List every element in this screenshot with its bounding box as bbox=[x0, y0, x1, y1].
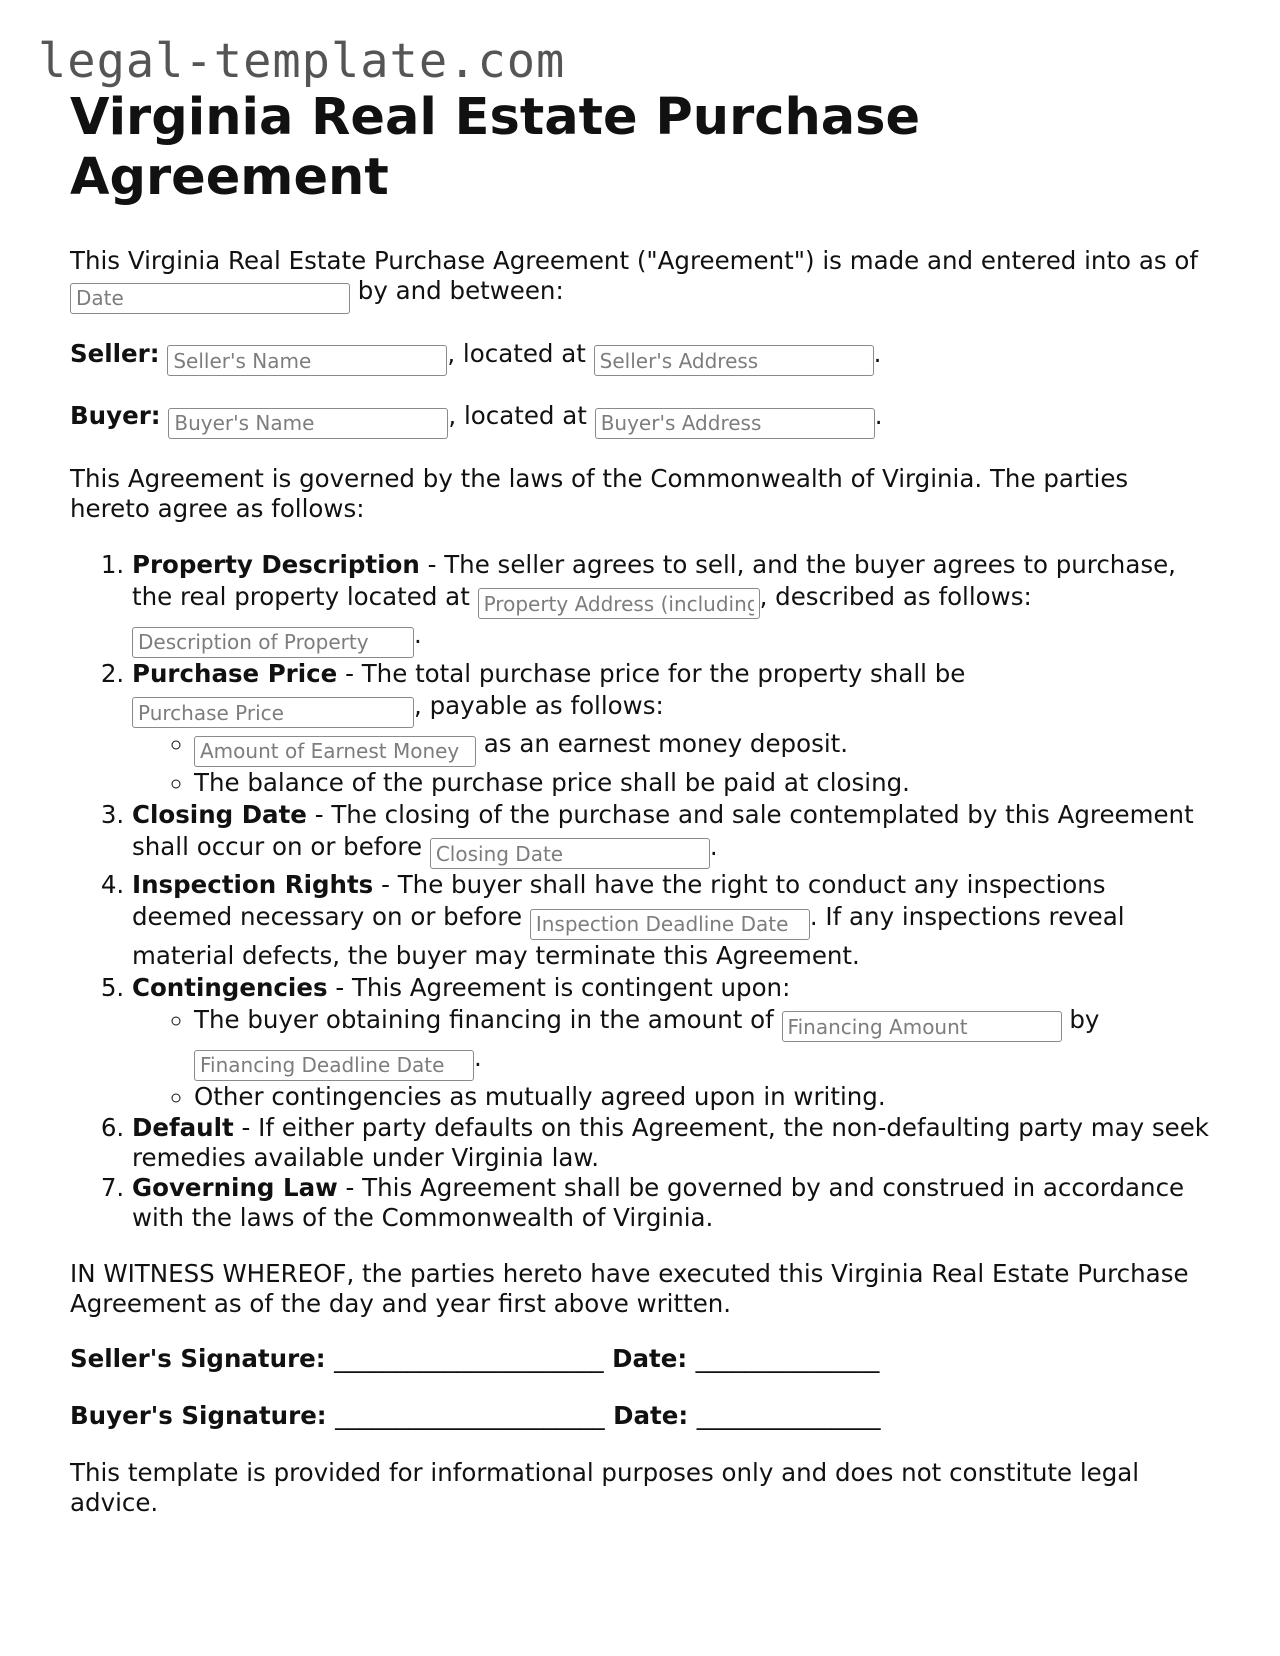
term-contingencies bbox=[132, 972, 1210, 1113]
buyer-signature-line bbox=[70, 1401, 1210, 1431]
other-contingencies-text: Other contingencies as mutually agreed upon in writing. bbox=[194, 1081, 886, 1111]
buyer-located-text: , located at bbox=[448, 401, 587, 430]
earnest-text: as an earnest money deposit. bbox=[483, 729, 849, 758]
buyer-address-field[interactable] bbox=[595, 408, 875, 439]
closing-date-field[interactable] bbox=[430, 838, 710, 869]
property-description-field[interactable] bbox=[132, 627, 414, 658]
disclaimer: This template is provided for informational purposes only and does not constitute legal advice. bbox=[70, 1457, 1140, 1517]
term-text: - The seller agrees to sell, and the buyer agrees to purchase, the real property located at bbox=[132, 549, 1176, 611]
witness-paragraph: IN WITNESS WHEREOF, the parties hereto have executed this Virginia Real Estate Purchase Agreement as of the day and year first above written. bbox=[70, 1258, 1189, 1318]
buyer-signature-blank[interactable]: ______________________ bbox=[335, 1400, 605, 1430]
financing-by: by bbox=[1069, 1004, 1100, 1034]
term-text: - This Agreement is contingent upon: bbox=[327, 972, 791, 1002]
intro-text: This Virginia Real Estate Purchase Agreement ("Agreement") is made and entered into as of bbox=[70, 246, 1199, 275]
seller-date-blank[interactable]: _______________ bbox=[695, 1343, 880, 1373]
financing-deadline-field[interactable] bbox=[194, 1050, 474, 1081]
term-text: - The closing of the purchase and sale contemplated by this Agreement shall occur on or before bbox=[132, 799, 1194, 861]
inspection-deadline-field[interactable] bbox=[530, 909, 810, 940]
term-text: , payable as follows: bbox=[414, 690, 664, 720]
buyer-line bbox=[70, 401, 1210, 439]
term-end: . bbox=[474, 1043, 482, 1072]
term-text: - This Agreement shall be governed by and construed in accordance with the laws of the Commonwealth of Virginia. bbox=[132, 1172, 1185, 1232]
term-property bbox=[132, 549, 1210, 658]
buyer-date-blank[interactable]: _______________ bbox=[696, 1400, 881, 1430]
agreement-date-field[interactable] bbox=[70, 283, 350, 314]
list-item bbox=[194, 767, 1210, 799]
seller-signature-label: Seller's Signature: bbox=[70, 1343, 326, 1373]
term-heading: Property Description bbox=[132, 549, 420, 579]
watermark: legal-template.com bbox=[38, 34, 566, 89]
financing-text: The buyer obtaining financing in the amount of bbox=[194, 1004, 774, 1034]
term-heading: Purchase Price bbox=[132, 658, 338, 688]
term-default bbox=[132, 1113, 1210, 1173]
earnest-money-field[interactable] bbox=[194, 736, 476, 767]
document-body bbox=[70, 88, 1210, 1543]
term-text: - If either party defaults on this Agreement, the non-defaulting party may seek remedies available under Virginia law. bbox=[132, 1112, 1209, 1172]
seller-label: Seller: bbox=[70, 338, 160, 368]
buyer-name-field[interactable] bbox=[168, 408, 448, 439]
page-title: Virginia Real Estate Purchase Agreement bbox=[70, 88, 921, 207]
financing-amount-field[interactable] bbox=[782, 1011, 1062, 1042]
seller-end: . bbox=[873, 338, 882, 368]
seller-signature-line bbox=[70, 1344, 1210, 1374]
term-text: , described as follows: bbox=[759, 581, 1032, 611]
term-heading: Default bbox=[132, 1112, 234, 1142]
list-item bbox=[194, 1004, 1210, 1081]
term-governing-law bbox=[132, 1173, 1210, 1233]
intro-after-text: by and between: bbox=[357, 276, 564, 305]
purchase-price-field[interactable] bbox=[132, 697, 414, 728]
intro-paragraph bbox=[70, 246, 1210, 314]
term-text: - The buyer shall have the right to conduct any inspections deemed necessary on or before bbox=[132, 870, 1106, 931]
term-heading: Inspection Rights bbox=[132, 870, 374, 899]
list-item bbox=[194, 1081, 1210, 1113]
contingency-list bbox=[132, 1004, 1210, 1113]
payment-list bbox=[132, 728, 1210, 799]
seller-date-label: Date: bbox=[612, 1343, 688, 1373]
term-heading: Contingencies bbox=[132, 972, 328, 1002]
buyer-label: Buyer: bbox=[70, 401, 161, 430]
seller-signature-blank[interactable]: ______________________ bbox=[334, 1343, 604, 1373]
list-item bbox=[194, 728, 1210, 767]
seller-located-text: , located at bbox=[447, 338, 586, 368]
property-address-field[interactable] bbox=[478, 588, 760, 619]
seller-name-field[interactable] bbox=[167, 345, 447, 376]
term-inspection bbox=[132, 869, 1210, 972]
term-price bbox=[132, 658, 1210, 799]
buyer-end: . bbox=[874, 401, 883, 430]
buyer-date-label: Date: bbox=[613, 1400, 689, 1430]
seller-address-field[interactable] bbox=[594, 345, 874, 376]
term-heading: Closing Date bbox=[132, 799, 307, 829]
term-closing bbox=[132, 799, 1210, 870]
term-end: . bbox=[709, 831, 718, 861]
buyer-signature-label: Buyer's Signature: bbox=[70, 1400, 327, 1430]
terms-list bbox=[70, 549, 1210, 1233]
term-text: . If any inspections reveal material defects, the buyer may terminate this Agreement. bbox=[132, 902, 1125, 970]
term-text: - The total purchase price for the property shall be bbox=[337, 658, 966, 688]
balance-text: The balance of the purchase price shall be paid at closing. bbox=[194, 767, 910, 797]
seller-line bbox=[70, 339, 1210, 377]
governing-intro: This Agreement is governed by the laws of the Commonwealth of Virginia. The parties hereto agree as follows: bbox=[70, 463, 1129, 523]
term-heading: Governing Law bbox=[132, 1172, 338, 1202]
term-end: . bbox=[414, 620, 422, 649]
